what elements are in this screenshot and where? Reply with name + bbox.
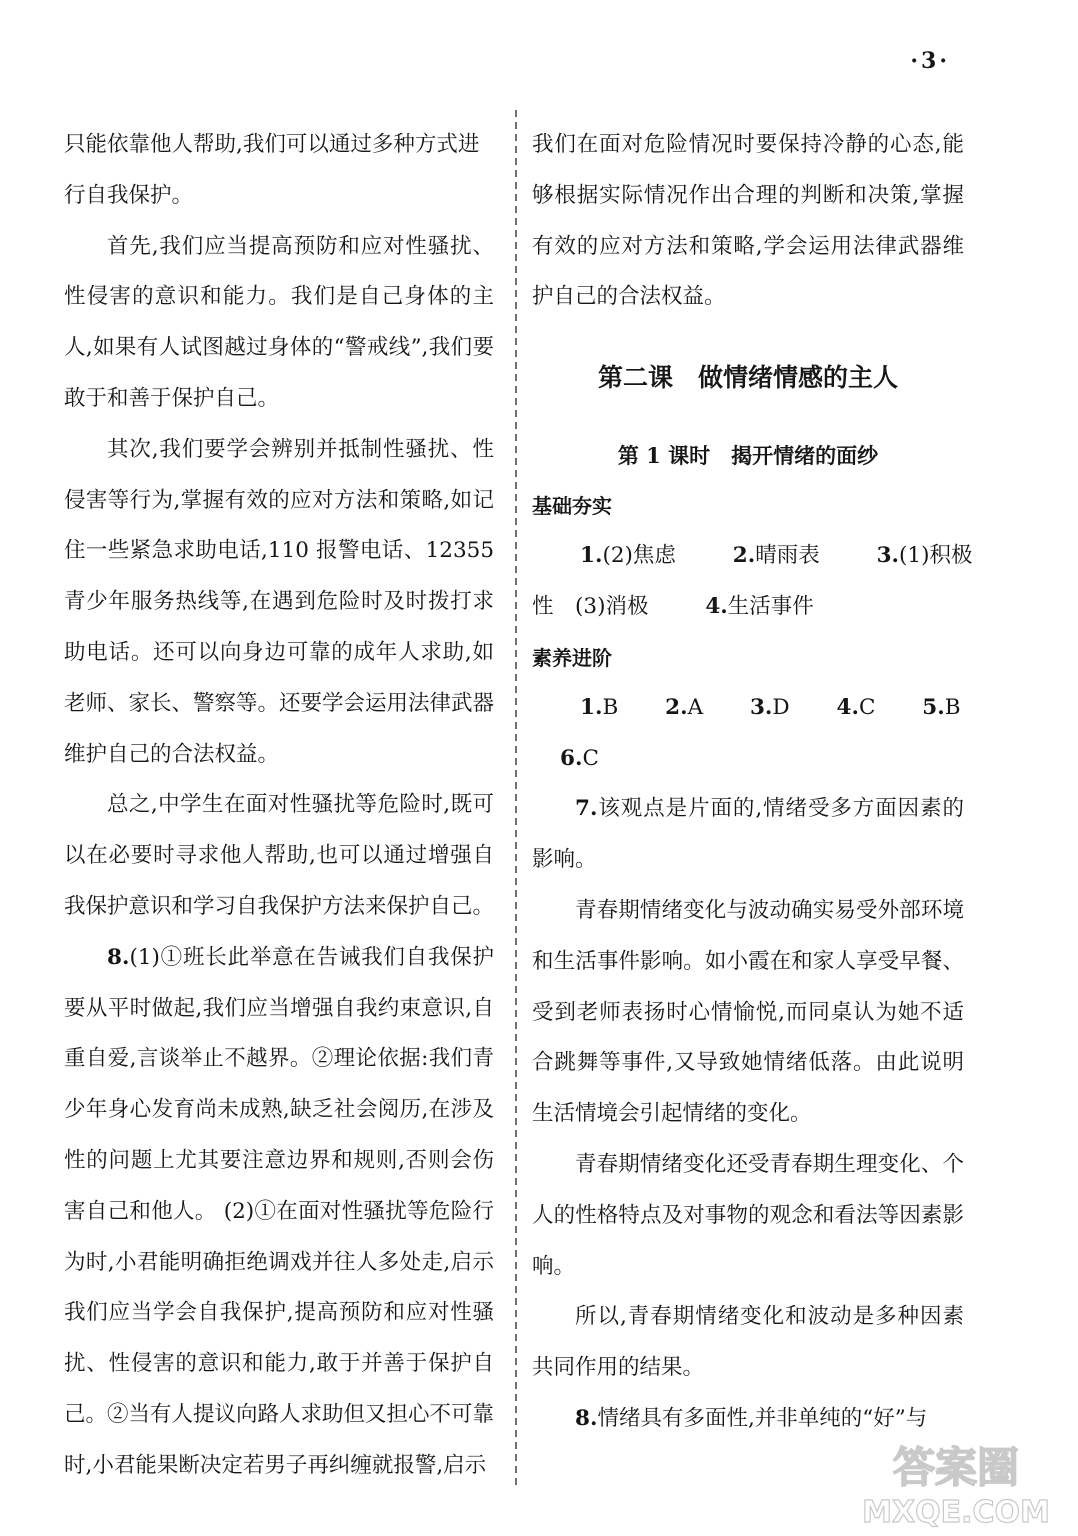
question-7-number: 7. xyxy=(575,796,598,822)
question-8-right-text: 情绪具有多面性,并非单纯的“好”与 xyxy=(597,1405,928,1431)
advanced-answers-row2 xyxy=(532,734,964,785)
question-8-text: (1)①班长此举意在告诫我们自我保护要从平时做起,我们应当增强自我约束意识,自重自爱,言谈举止不越界。②理论依据:我们青少年身心发育尚未成熟,缺乏社会阅历,在涉及性的问题上尤其要注意边界和规则,否则会伤害自己和他人。 (2)①在面对性骚扰等危险行为时,小君能明确拒绝调戏并往人多处走,启示我们应当学会自我保护,提高预防和应对性骚扰、性侵害的意识和能力,敢于并善于保护自己。②当有人提议向路人求助但又担心不可靠时,小君能果断决定若男子再纠缠就报警,启示 xyxy=(64,944,495,1478)
basic-answers-row2 xyxy=(532,582,964,633)
lesson-title: 第二课 做情绪情感的主人 xyxy=(597,363,898,393)
basic-answer-2-text: 晴雨表 xyxy=(755,543,820,569)
question-7-paragraph-c: 所以,青春期情绪变化和波动是多种因素共同作用的结果。 xyxy=(532,1304,964,1381)
advanced-answer-5-num: 5. xyxy=(922,694,945,720)
watermark-text-main: 答案圈 xyxy=(892,1443,1020,1492)
column-divider xyxy=(513,110,519,1490)
basic-answer-2 xyxy=(733,531,820,582)
advanced-answer-2-num: 2. xyxy=(665,694,688,720)
right-paragraph-continuation: 我们在面对危险情况时要保持冷静的心态,能够根据实际情况作出合理的判断和决策,掌握有效的应对方法和策略,学会运用法律武器维护自己的合法权益。 xyxy=(532,132,964,310)
advanced-answer-4-text: C xyxy=(858,694,876,720)
left-paragraph-second: 其次,我们要学会辨别并抵制性骚扰、性侵害等行为,掌握有效的应对方法和策略,如记住一些紧急求助电话,110 报警电话、12355 青少年服务热线等,在遇到危险时及时拨打求助电话。还可以向身边可靠的成年人求助,如老师、家长、警察等。还要学会运用法律武器维护自己的合法权益。 xyxy=(64,436,495,767)
basic-answer-4-text: 生活事件 xyxy=(727,593,814,619)
advanced-answer-1 xyxy=(580,683,618,734)
basic-answer-1 xyxy=(580,531,676,582)
advanced-answer-3 xyxy=(750,683,790,734)
left-paragraph-first: 首先,我们应当提高预防和应对性骚扰、性侵害的意识和能力。我们是自己身体的主人,如果有人试图越过身体的“警戒线”,我们要敢于和善于保护自己。 xyxy=(64,233,494,411)
page-number: ·3· xyxy=(910,48,950,74)
advanced-answer-4 xyxy=(836,683,875,734)
basic-answers-row1 xyxy=(532,531,973,582)
watermark-text-domain: MXQE.COM xyxy=(862,1495,1050,1530)
advanced-answer-5-text: B xyxy=(944,694,961,720)
basic-answer-3-num: 3. xyxy=(876,543,900,569)
advanced-answer-3-num: 3. xyxy=(749,694,773,720)
section-heading-basic: 基础夯实 xyxy=(532,494,612,519)
question-7-answer xyxy=(532,784,964,886)
basic-answer-4-num: 4. xyxy=(705,593,728,619)
left-column xyxy=(64,120,494,1492)
left-p1-line1: 只能依靠他人帮助,我们可以通过多种方式进 xyxy=(64,132,480,157)
advanced-answer-4-num: 4. xyxy=(836,694,859,720)
basic-answer-1-num: 1. xyxy=(580,543,603,569)
advanced-answer-5 xyxy=(922,683,960,734)
advanced-answers-row1 xyxy=(532,683,964,734)
basic-answer-4 xyxy=(705,582,813,633)
advanced-answer-2 xyxy=(665,683,703,734)
question-8-number: 8. xyxy=(107,944,130,970)
left-p1-line2: 行自我保护。 xyxy=(64,182,194,208)
basic-answer-3-text: (1)积极 xyxy=(899,543,973,569)
question-7-paragraph-b: 青春期情绪变化还受青春期生理变化、个人的性格特点及对事物的观念和看法等因素影响。 xyxy=(532,1151,964,1279)
left-paragraph-conclusion: 总之,中学生在面对性骚扰等危险时,既可以在必要时寻求他人帮助,也可以通过增强自我保护意识和学习自我保护方法来保护自己。 xyxy=(64,792,495,919)
advanced-answer-6 xyxy=(560,734,599,785)
advanced-answer-1-text: B xyxy=(602,694,619,720)
advanced-answer-2-text: A xyxy=(687,694,704,720)
watermark-logo xyxy=(856,1430,1066,1530)
question-7-text: 该观点是片面的,情绪受多方面因素的影响。 xyxy=(532,796,964,873)
basic-answer-1-text: (2)焦虑 xyxy=(602,543,676,569)
question-8-right-number: 8. xyxy=(575,1405,598,1431)
period-title: 第 1 课时 揭开情绪的面纱 xyxy=(617,443,879,469)
question-7-paragraph-a: 青春期情绪变化与波动确实易受外部环境和生活事件影响。如小霞在和家人享受早餐、受到老师表扬时心情愉悦,而同桌认为她不适合跳舞等事件,又导致她情绪低落。由此说明生活情境会引起情绪的变化。 xyxy=(532,897,964,1127)
section-heading-advanced: 素养进阶 xyxy=(532,645,612,670)
question-8-answer xyxy=(64,933,494,1492)
advanced-answer-6-num: 6. xyxy=(560,745,583,771)
right-column xyxy=(532,120,973,1445)
advanced-answer-1-num: 1. xyxy=(580,694,603,720)
basic-answer-2-num: 2. xyxy=(732,543,756,569)
advanced-answer-6-text: C xyxy=(582,745,599,771)
advanced-answer-3-text: D xyxy=(772,694,790,720)
basic-answer-3 xyxy=(877,531,973,582)
basic-answer-3-continued: 性 (3)消极 xyxy=(532,593,649,619)
